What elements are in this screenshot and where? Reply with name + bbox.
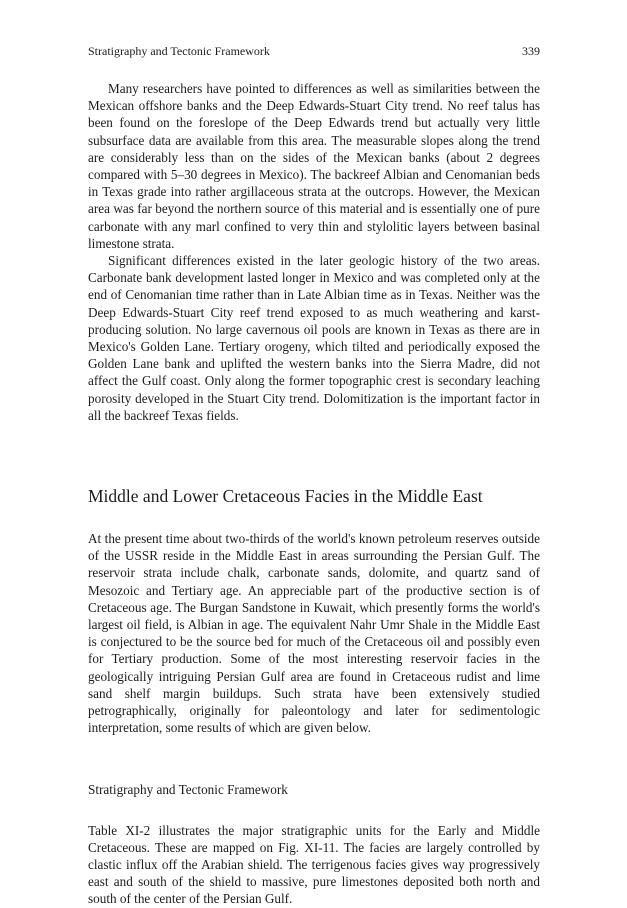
running-title: Stratigraphy and Tectonic Framework (88, 44, 270, 58)
body-paragraph-3: At the present time about two-thirds of the world's known petroleum reserves outside of the USSR reside in the Middle East in areas surrounding the Persian Gulf. The reservoir strata include chalk, carbonate sands, dolomite, and quartz sand of Mesozoic and Tertiary age. An appreciable part of the productive section is of Cretaceous age. The Burgan Sandstone in Kuwait, which presently forms the world's largest oil field, is Albian in age. The equivalent Nahr Umr Shale in the Middle East is conjectured to be the source bed for much of the Cretaceous oil and possibly even for Tertiary production. Some of the most interesting reservoir facies in the geologically intriguing Persian Gulf area are found in Cretaceous rudist and lime sand shelf margin buildups. Such strata have been extensively studied petrographically, originally for paleontology and later for sedimentologic interpretation, some results of which are given below. (88, 531, 540, 736)
body-paragraph-2: Significant differences existed in the later geologic history of the two areas. Carbonate bank development lasted longer in Mexico and was completed only at the end of Cenomanian time rather than in Late Albian time as in Texas. Neither was the Deep Edwards-Stuart City reef trend exposed to as much weathering and karst-producing solution. No large cavernous oil pools are known in Texas as there are in Mexico's Golden Lane. Tertiary orogeny, which tilted and periodically exposed the Golden Lane bank and uplifted the western banks into the Sierra Madre, did not affect the Gulf coast. Only along the former topographic crest is secondary leaching porosity developed in the Stuart City trend. Dolomitization is the important factor in all the backreef Texas fields. (88, 253, 540, 423)
subsection-heading: Stratigraphy and Tectonic Framework (88, 781, 288, 797)
body-paragraph-4: Table XI-2 illustrates the major stratigraphic units for the Early and Middle Cretaceous. These are mapped on Fig. XI-11. The facies are largely controlled by clastic influx off the Arabian shield. The terrigenous facies gives way progressively east and south of the shield to massive, pure limestones deposited both north and south of the center of the Persian Gulf. (88, 822, 540, 907)
section-heading: Middle and Lower Cretaceous Facies in the Middle East (88, 486, 483, 507)
page (88, 44, 540, 908)
body-paragraph-1: Many researchers have pointed to differences as well as similarities between the Mexican offshore banks and the Deep Edwards-Stuart City trend. No reef talus has been found on the foreslope of the Deep Edwards trend but actually very little subsurface data are available from this area. The measurable slopes along the trend are considerably less than on the sides of the Mexican banks (about 2 degrees compared with 5–30 degrees in Mexico). The backreef Albian and Cenomanian beds in Texas grade into rather argillaceous strata at the outcrops. However, the Mexican area was far beyond the northern source of this material and is essentially one of pure carbonate with any marl confined to very thin and stylolitic layers between basinal limestone strata. (88, 81, 540, 251)
running-header (88, 44, 540, 58)
page-number: 339 (522, 44, 540, 58)
